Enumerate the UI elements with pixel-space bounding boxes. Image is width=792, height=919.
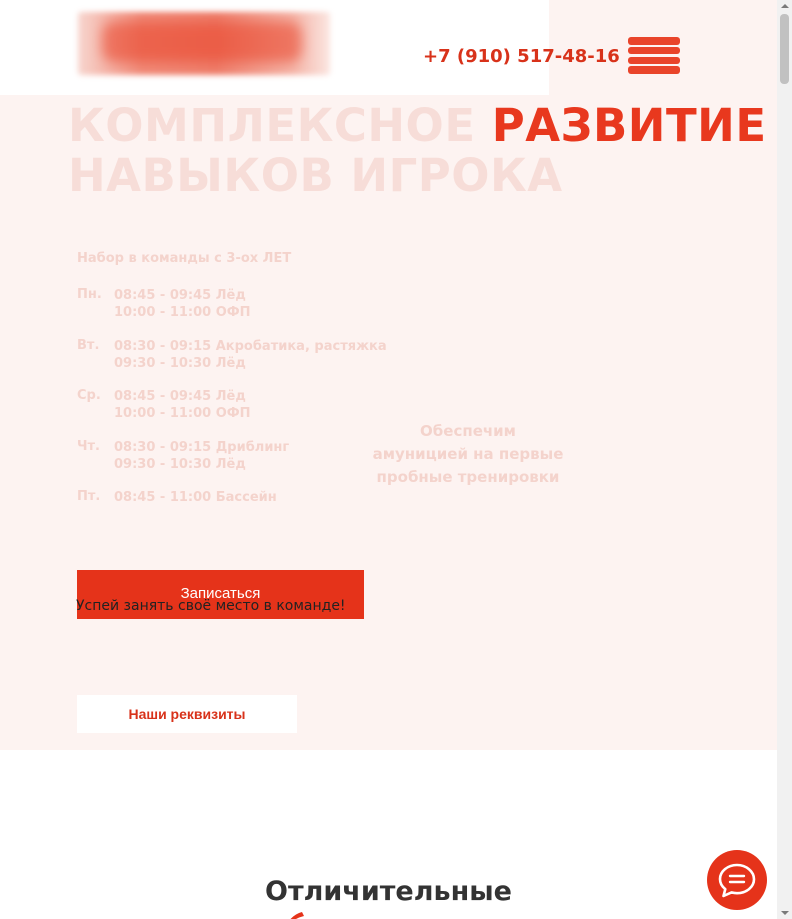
schedule-day: Вт. xyxy=(77,337,100,353)
schedule-time: 08:30 - 09:15 Акробатика, растяжка xyxy=(114,338,387,354)
chat-bubble-icon[interactable] xyxy=(707,850,767,910)
schedule-time: 10:00 - 11:00 ОФП xyxy=(114,305,251,320)
hero-title-accent: РАЗВИТИЕ xyxy=(491,99,767,152)
schedule-time: 08:45 - 09:45 Лёд xyxy=(114,389,246,404)
phone-link[interactable]: +7 (910) 517-48-16 xyxy=(423,46,620,67)
features-title: Отличительные xyxy=(265,876,512,907)
hero-section xyxy=(0,95,777,750)
schedule-row xyxy=(77,388,397,439)
hero-title-line2: НАВЫКОВ ИГРОКА xyxy=(68,149,563,202)
scrollbar-thumb[interactable] xyxy=(780,14,789,84)
scroll-up-arrow-icon[interactable] xyxy=(781,4,789,8)
chat-bubble-glyph xyxy=(707,850,767,910)
schedule-day: Пн. xyxy=(77,287,102,302)
hero-title xyxy=(68,101,767,201)
hero-title-part1: КОМПЛЕКСНОЕ xyxy=(68,99,492,152)
section-accent-mark xyxy=(268,912,308,919)
gear-note: Обеспечим амуницией на первые пробные тренировки xyxy=(372,422,564,486)
schedule-day: Ср. xyxy=(77,388,101,403)
schedule-day: Чт. xyxy=(77,438,100,454)
schedule-time: 09:30 - 10:30 Лёд xyxy=(114,355,246,371)
schedule-time: 08:45 - 09:45 Лёд xyxy=(114,288,246,303)
cta-text: Успей занять своё место в команде! xyxy=(76,598,346,614)
schedule-list xyxy=(77,287,397,540)
schedule-row xyxy=(77,439,397,490)
schedule-time: 09:30 - 10:30 Лёд xyxy=(114,456,246,472)
logo-mark xyxy=(102,22,302,62)
hamburger-menu-icon[interactable] xyxy=(628,37,680,75)
signup-button-label: Записаться xyxy=(180,585,261,602)
schedule-time: 10:00 - 11:00 ОФП xyxy=(114,406,251,421)
schedule-time: 08:45 - 11:00 Бассейн xyxy=(114,490,277,505)
schedule-row xyxy=(77,287,397,338)
schedule-row xyxy=(77,489,397,540)
schedule-day: Пт. xyxy=(77,489,101,504)
scroll-down-arrow-icon[interactable] xyxy=(781,911,789,915)
schedule-row xyxy=(77,338,397,389)
requisites-button[interactable]: Наши реквизиты xyxy=(77,695,297,733)
intake-text: Набор в команды с 3-ох ЛЕТ xyxy=(77,251,292,266)
schedule-time: 08:30 - 09:15 Дриблинг xyxy=(114,439,290,455)
page-scrollbar[interactable] xyxy=(777,0,792,919)
